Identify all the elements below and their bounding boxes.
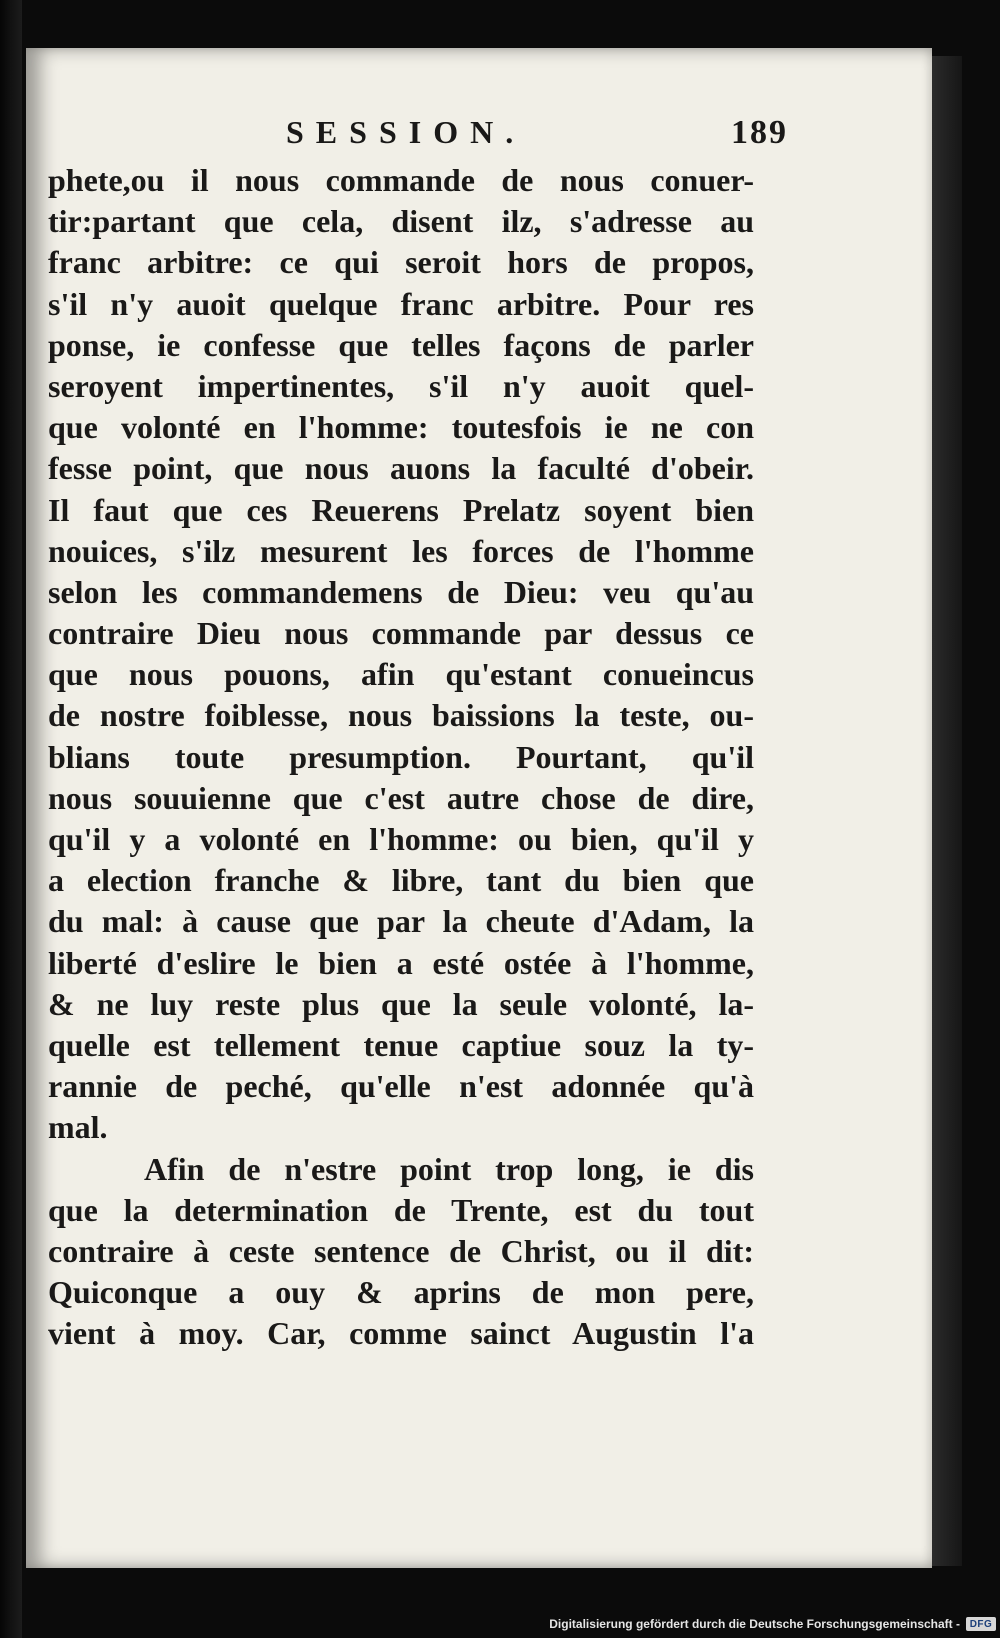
- dfg-logo: DFG: [966, 1617, 996, 1631]
- text-line: s'il n'y auoit quelque franc arbitre. Pour res: [48, 285, 754, 322]
- text-line: que volonté en l'homme: toutesfois ie ne con: [48, 409, 754, 446]
- page-header: [258, 68, 788, 151]
- text-line: seroyent impertinentes, s'il n'y auoit quel-: [48, 367, 754, 404]
- text-line: tir:partant que cela, disent ilz, s'adresse au: [48, 203, 754, 240]
- text-line: ponse, ie confesse que telles façons de parler: [48, 326, 754, 363]
- text-line: du mal: à cause que par la cheute d'Adam, la: [48, 903, 754, 940]
- body-text: [48, 160, 754, 1354]
- text-line: franc arbitre: ce qui seroit hors de propos,: [48, 244, 754, 281]
- text-line: de nostre foiblesse, nous baissions la teste, ou-: [48, 697, 754, 734]
- text-line: que nous pouons, afin qu'estant conueincus: [48, 656, 754, 693]
- text-line: contraire à ceste sentence de Christ, ou il dit:: [48, 1232, 754, 1269]
- text-line: phete,ou il nous commande de nous conuer-: [48, 162, 754, 198]
- page-edge-shadow: [932, 56, 962, 1566]
- text-line: liberté d'eslire le bien a esté ostée à l'homme,: [48, 944, 754, 981]
- running-head: SESSION.: [286, 114, 526, 150]
- text-line: quelle est tellement tenue captiue souz la ty-: [48, 1026, 754, 1063]
- digitization-credit: [549, 1614, 996, 1634]
- text-line: selon les commandemens de Dieu: veu qu'au: [48, 573, 754, 610]
- text-line: nous souuienne que c'est autre chose de dire,: [48, 779, 754, 816]
- book-binding-shadow: [0, 0, 22, 1638]
- text-line: Afin de n'estre point trop long, ie dis: [144, 1150, 754, 1187]
- text-line: blians toute presumption. Pourtant, qu'il: [48, 738, 754, 775]
- text-line: nouices, s'ilz mesurent les forces de l'homme: [48, 532, 754, 569]
- credit-text: Digitalisierung gefördert durch die Deutsche Forschungsgemeinschaft -: [549, 1617, 960, 1631]
- book-page: [26, 48, 932, 1568]
- text-line: fesse point, que nous auons la faculté d'obeir.: [48, 450, 754, 487]
- text-line: Quiconque a ouy & aprins de mon pere,: [48, 1274, 754, 1311]
- text-line: & ne luy reste plus que la seule volonté, la-: [48, 985, 754, 1022]
- text-line: rannie de peché, qu'elle n'est adonnée qu'à: [48, 1068, 754, 1105]
- text-line: a election franche & libre, tant du bien que: [48, 862, 754, 899]
- text-line: que la determination de Trente, est du tout: [48, 1191, 754, 1228]
- text-line: vient à moy. Car, comme sainct Augustin l'a: [48, 1315, 754, 1352]
- text-line: contraire Dieu nous commande par dessus ce: [48, 615, 754, 652]
- text-line: mal.: [48, 1109, 108, 1146]
- text-line: Il faut que ces Reuerens Prelatz soyent bien: [48, 491, 754, 528]
- text-line: qu'il y a volonté en l'homme: ou bien, qu'il y: [48, 821, 754, 857]
- page-number: 189: [731, 114, 788, 151]
